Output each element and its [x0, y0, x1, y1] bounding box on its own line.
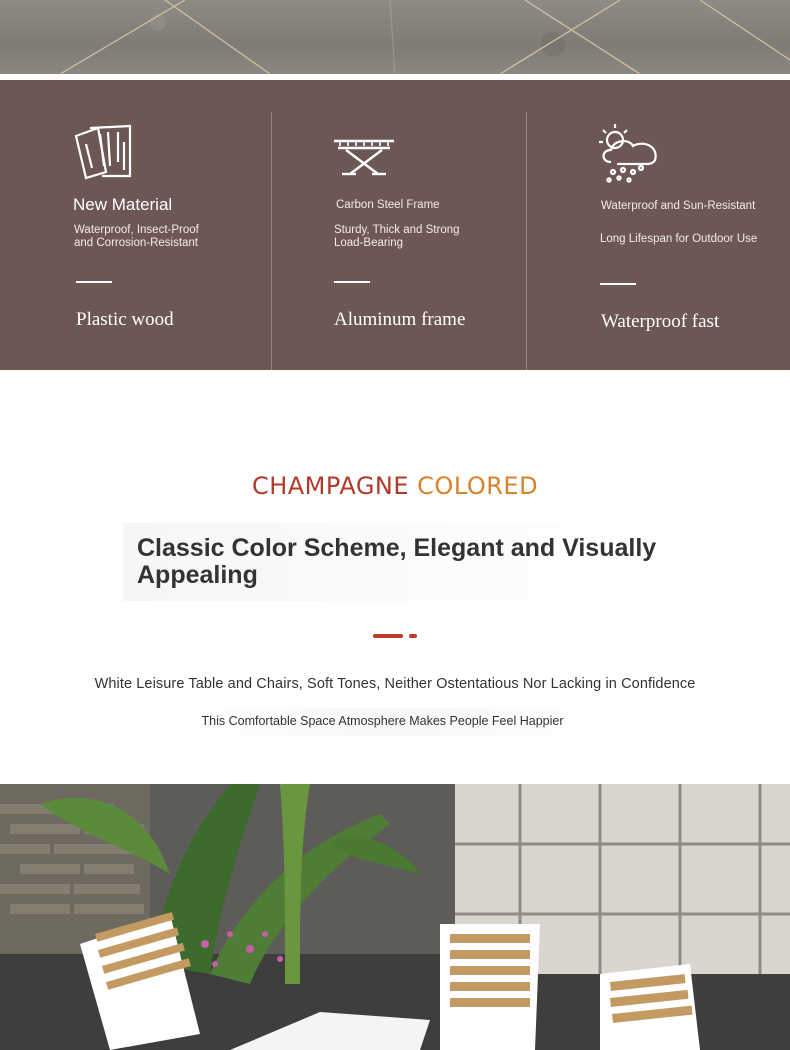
feature-description: and Corrosion-Resistant	[74, 237, 199, 249]
feature-description: Load-Bearing	[334, 237, 404, 249]
dash-divider	[76, 281, 112, 283]
feature-waterproof	[527, 80, 790, 370]
champagne-heading	[0, 472, 790, 500]
dash-divider	[334, 281, 370, 283]
patio-furniture-photo	[0, 784, 790, 1050]
sun-rain-cloud-icon	[597, 120, 665, 189]
colored-word: COLORED	[417, 472, 539, 500]
floor-tile-photo	[0, 0, 790, 74]
material-label: Aluminum frame	[334, 309, 466, 330]
feature-title: New Material	[73, 195, 173, 214]
accent-bar	[373, 634, 403, 638]
dash-divider	[600, 283, 636, 285]
subtitle: White Leisure Table and Chairs, Soft Tones, Neither Ostentatious Nor Lacking in Confidence	[94, 676, 696, 692]
feature-title: Carbon Steel Frame	[336, 199, 440, 211]
feature-description: Waterproof, Insect-Proof	[74, 224, 199, 236]
wood-planks-icon	[72, 122, 134, 185]
material-label: Plastic wood	[76, 309, 174, 330]
headline: Classic Color Scheme, Elegant and Visually Appealing	[137, 534, 657, 589]
feature-description: Long Lifespan for Outdoor Use	[600, 233, 758, 245]
feature-description: Sturdy, Thick and Strong	[334, 224, 460, 236]
subtitle-secondary: This Comfortable Space Atmosphere Makes People Feel Happier	[201, 714, 564, 728]
material-label: Waterproof fast	[601, 311, 720, 332]
feature-title: Waterproof and Sun-Resistant	[601, 200, 756, 212]
accent-dot	[409, 634, 417, 638]
features-panel	[0, 80, 790, 370]
feature-plastic-wood	[0, 80, 270, 370]
champagne-word: CHAMPAGNE	[251, 472, 410, 500]
steel-frame-icon	[332, 138, 396, 183]
feature-aluminum-frame	[272, 80, 526, 370]
